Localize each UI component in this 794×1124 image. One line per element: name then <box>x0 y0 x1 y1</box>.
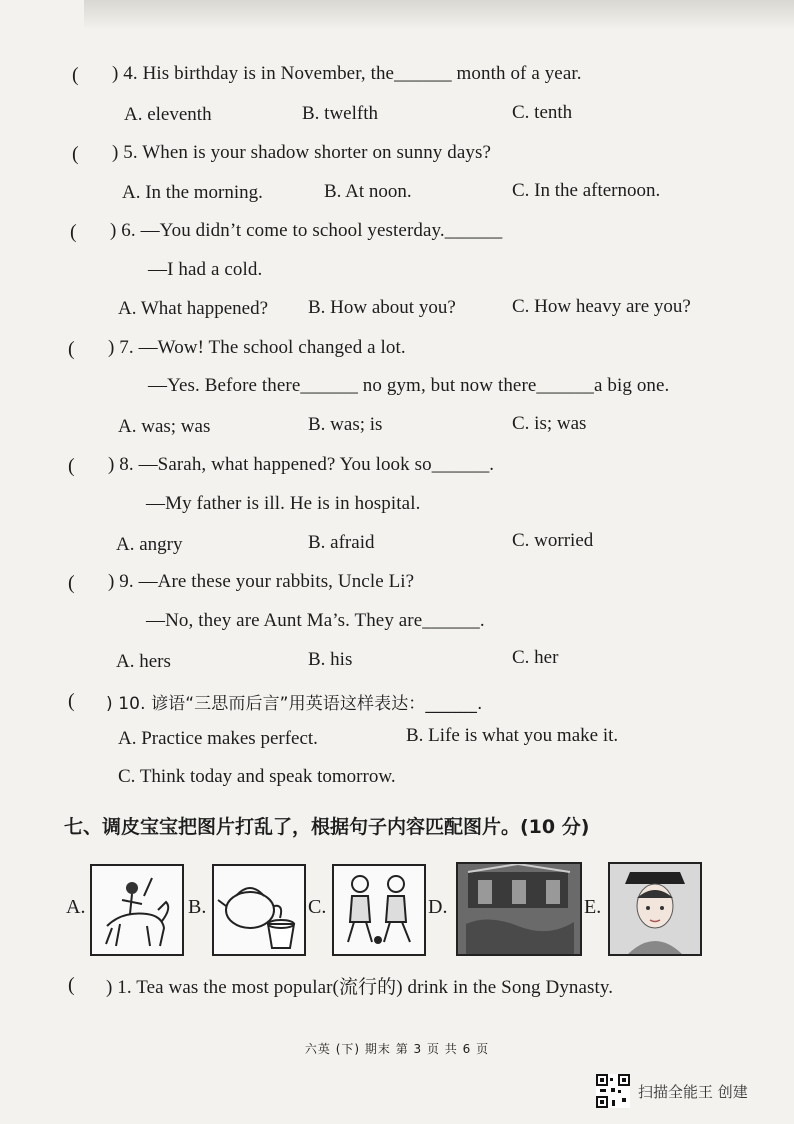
q4-option-c: C. tenth <box>512 102 573 123</box>
scan-edge-shadow <box>84 0 794 30</box>
q6-option-c: C. How heavy are you? <box>512 296 691 317</box>
answer-paren: ( <box>68 338 75 360</box>
q5-option-c: C. In the afternoon. <box>512 180 661 201</box>
picture-c-children <box>332 864 426 956</box>
q9-option-a: A. hers <box>116 651 171 672</box>
q5-option-a: A. In the morning. <box>122 182 263 203</box>
q6-option-a: A. What happened? <box>118 298 269 319</box>
scanner-caption: 扫描全能王 创建 <box>638 1082 748 1101</box>
question-10: ) 10. 谚语“三思而后言”用英语这样表达：______. <box>106 694 483 714</box>
section-7-heading: 七、调皮宝宝把图片打乱了，根据句子内容匹配图片。(10 分) <box>64 816 590 838</box>
q4-option-a: A. eleventh <box>124 104 212 125</box>
question-4: ) 4. His birthday is in November, the______ month of a year. <box>112 63 582 84</box>
picture-label-c: C. <box>308 896 327 918</box>
answer-paren: ( <box>72 143 79 165</box>
question-8-reply: —My father is ill. He is in hospital. <box>146 493 421 514</box>
picture-label-d: D. <box>428 896 448 918</box>
q8-option-a: A. angry <box>116 534 183 555</box>
children-playing-icon <box>334 866 424 954</box>
q8-option-c: C. worried <box>512 530 594 551</box>
question-7: ) 7. —Wow! The school changed a lot. <box>108 337 406 358</box>
question-6-reply: —I had a cold. <box>148 259 263 280</box>
horse-rider-icon <box>92 866 182 954</box>
q10-option-a: A. Practice makes perfect. <box>118 728 318 749</box>
q9-option-c: C. her <box>512 647 559 668</box>
question-9: ) 9. —Are these your rabbits, Uncle Li? <box>108 571 415 592</box>
q5-option-b: B. At noon. <box>324 181 412 202</box>
page-footer: 六英 (下) 期末 第 3 页 共 6 页 <box>304 1042 490 1056</box>
answer-paren: ( <box>68 455 75 477</box>
picture-label-b: B. <box>188 896 207 918</box>
question-8: ) 8. —Sarah, what happened? You look so______. <box>108 454 495 475</box>
question-9-reply: —No, they are Aunt Ma’s. They are______. <box>146 610 485 631</box>
question-7-reply: —Yes. Before there______ no gym, but now there______a big one. <box>148 375 670 396</box>
answer-paren: ( <box>68 974 75 996</box>
picture-d-palace <box>456 862 582 956</box>
q10-option-c: C. Think today and speak tomorrow. <box>118 766 396 787</box>
answer-paren: ( <box>72 64 79 86</box>
q7-option-b: B. was; is <box>308 414 383 435</box>
picture-label-a: A. <box>66 896 86 918</box>
q6-option-b: B. How about you? <box>308 297 456 318</box>
lady-portrait-icon <box>610 864 700 954</box>
question-6: ) 6. —You didn’t come to school yesterday.______ <box>110 220 503 241</box>
picture-a-rider <box>90 864 184 956</box>
section-7-question-1: ) 1. Tea was the most popular(流行的) drink in the Song Dynasty. <box>106 977 614 998</box>
q4-option-b: B. twelfth <box>302 103 378 124</box>
answer-paren: ( <box>68 572 75 594</box>
answer-paren: ( <box>70 221 77 243</box>
picture-label-e: E. <box>584 896 602 918</box>
teapot-icon <box>214 866 304 954</box>
q7-option-a: A. was; was <box>118 416 211 437</box>
scanner-watermark <box>596 1074 748 1108</box>
q9-option-b: B. his <box>308 649 353 670</box>
answer-paren: ( <box>68 690 75 712</box>
q10-option-b: B. Life is what you make it. <box>406 725 619 746</box>
q7-option-c: C. is; was <box>512 413 587 434</box>
question-5: ) 5. When is your shadow shorter on sunny days? <box>112 142 492 163</box>
picture-e-lady <box>608 862 702 956</box>
qr-code-icon <box>596 1074 630 1108</box>
q8-option-b: B. afraid <box>308 532 375 553</box>
palace-scene-icon <box>458 864 580 954</box>
picture-b-teapot <box>212 864 306 956</box>
